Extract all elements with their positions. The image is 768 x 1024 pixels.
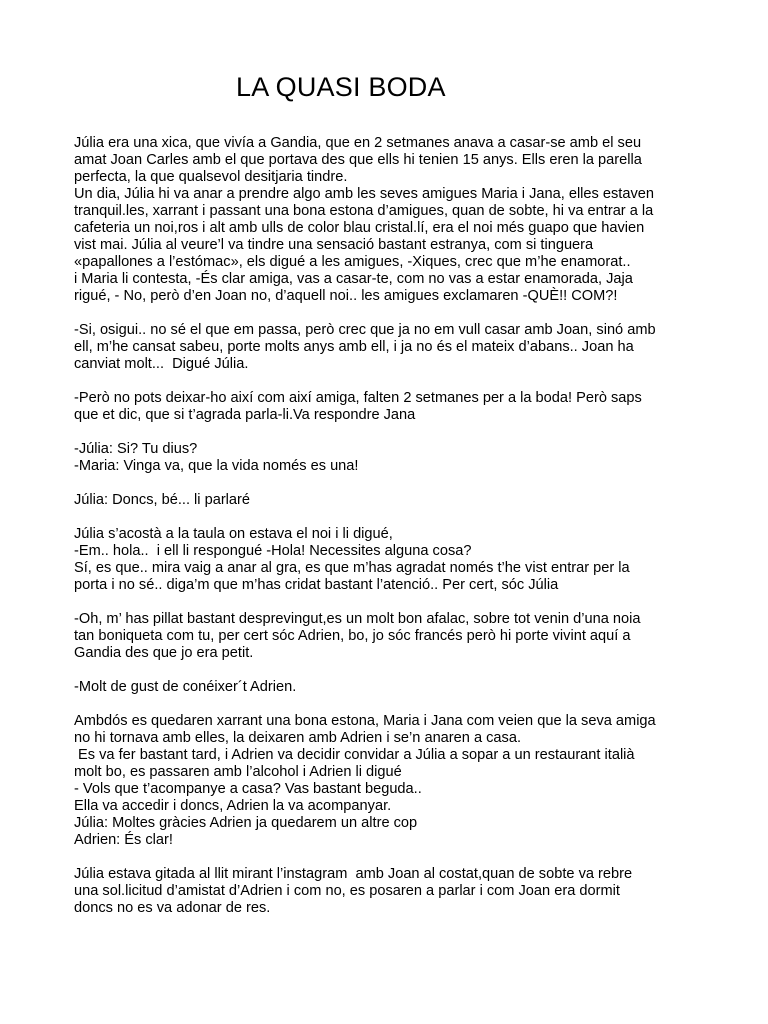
- text-line: -Júlia: Si? Tu dius?: [74, 441, 198, 457]
- text-line: no hi tornava amb elles, la deixaren amb Adrien i se’n anaren a casa.: [74, 730, 521, 746]
- document-body: [74, 135, 704, 917]
- paragraph: [74, 713, 704, 849]
- text-line: Un dia, Júlia hi va anar a prendre algo amb les seves amigues Maria i Jana, elles estaven: [74, 186, 655, 202]
- paragraph-spacer: [74, 373, 704, 390]
- paragraph-spacer: [74, 849, 704, 866]
- text-line: -Però no pots deixar-ho així com així amiga, falten 2 setmanes per a la boda! Però saps: [74, 390, 642, 406]
- paragraph-spacer: [74, 594, 704, 611]
- text-line: porta i no sé.. diga’m que m’has cridat bastant l’atenció.. Per cert, sóc Júlia: [74, 577, 559, 593]
- paragraph: [74, 492, 704, 509]
- text-line: cafeteria un noi,ros i alt amb ulls de color blau cristal.lí, era el noi més guapo que havien: [74, 220, 645, 236]
- text-line: Júlia s’acostà a la taula on estava el noi i li digué,: [74, 526, 393, 542]
- text-line: i Maria li contesta, -És clar amiga, vas a casar-te, com no vas a estar enamorada, Jaja: [74, 271, 633, 287]
- text-line: que et dic, que si t’agrada parla-li.Va respondre Jana: [74, 407, 416, 423]
- text-line: Gandia des que jo era petit.: [74, 645, 254, 661]
- paragraph: [74, 135, 704, 305]
- text-line: vist mai. Júlia al veure’l va tindre una sensació bastant estranya, com si tinguera: [74, 237, 594, 253]
- text-line: perfecta, la que qualsevol desitjaria tindre.: [74, 169, 348, 185]
- text-line: Júlia: Moltes gràcies Adrien ja quedarem un altre cop: [74, 815, 418, 831]
- text-line: tan boniqueta com tu, per cert sóc Adrien, bo, jo sóc francés però hi porte vivint aquí a: [74, 628, 631, 644]
- paragraph: [74, 322, 704, 373]
- text-line: -Oh, m’ has pillat bastant desprevingut,es un molt bon afalac, sobre tot venin d’una noia: [74, 611, 641, 627]
- paragraph-spacer: [74, 662, 704, 679]
- text-line: una sol.licitud d’amistat d’Adrien i com no, es posaren a parlar i com Joan era dormit: [74, 883, 620, 899]
- paragraph: [74, 866, 704, 917]
- text-line: tranquil.les, xarrant i passant una bona estona d’amigues, quan de sobte, hi va entrar a la: [74, 203, 654, 219]
- paragraph-spacer: [74, 509, 704, 526]
- text-line: Júlia era una xica, que vivía a Gandia, que en 2 setmanes anava a casar-se amb el seu: [74, 135, 642, 151]
- paragraph-spacer: [74, 305, 704, 322]
- paragraph-spacer: [74, 696, 704, 713]
- text-line: amat Joan Carles amb el que portava des que ells hi tenien 15 anys. Ells eren la parella: [74, 152, 642, 168]
- text-line: Ambdós es quedaren xarrant una bona estona, Maria i Jana com veien que la seva amiga: [74, 713, 656, 729]
- text-line: -Molt de gust de conéixer´t Adrien.: [74, 679, 297, 695]
- paragraph: [74, 441, 704, 475]
- text-line: «papallones a l’estómac», els digué a les amigues, -Xiques, crec que m’he enamorat..: [74, 254, 631, 270]
- text-line: -Maria: Vinga va, que la vida només es una!: [74, 458, 359, 474]
- text-line: canviat molt... Digué Júlia.: [74, 356, 249, 372]
- text-line: molt bo, es passaren amb l’alcohol i Adrien li digué: [74, 764, 402, 780]
- text-line: Es va fer bastant tard, i Adrien va decidir convidar a Júlia a sopar a un restaurant italià: [74, 747, 635, 763]
- text-line: Adrien: És clar!: [74, 832, 173, 848]
- text-line: -Si, osigui.. no sé el que em passa, però crec que ja no em vull casar amb Joan, sinó amb: [74, 322, 656, 338]
- paragraph-spacer: [74, 475, 704, 492]
- paragraph: [74, 526, 704, 594]
- text-line: - Vols que t’acompanye a casa? Vas bastant beguda..: [74, 781, 422, 797]
- text-line: -Em.. hola.. i ell li respongué -Hola! Necessites alguna cosa?: [74, 543, 472, 559]
- text-line: doncs no es va adonar de res.: [74, 900, 271, 916]
- text-line: Júlia estava gitada al llit mirant l’instagram amb Joan al costat,quan de sobte va rebre: [74, 866, 633, 882]
- paragraph: [74, 390, 704, 424]
- text-line: Sí, es que.. mira vaig a anar al gra, es que m’has agradat només t’he vist entrar per la: [74, 560, 630, 576]
- document-title: LA QUASI BODA: [236, 72, 446, 102]
- paragraph: [74, 679, 704, 696]
- text-line: Júlia: Doncs, bé... li parlaré: [74, 492, 251, 508]
- paragraph-spacer: [74, 424, 704, 441]
- text-line: Ella va accedir i doncs, Adrien la va acompanyar.: [74, 798, 392, 814]
- text-line: rigué, - No, però d’en Joan no, d’aquell noi.. les amigues exclamaren -QUÈ!! COM?!: [74, 288, 618, 304]
- paragraph: [74, 611, 704, 662]
- text-line: ell, m’he cansat sabeu, porte molts anys amb ell, i ja no és el mateix d’abans.. Joan ha: [74, 339, 634, 355]
